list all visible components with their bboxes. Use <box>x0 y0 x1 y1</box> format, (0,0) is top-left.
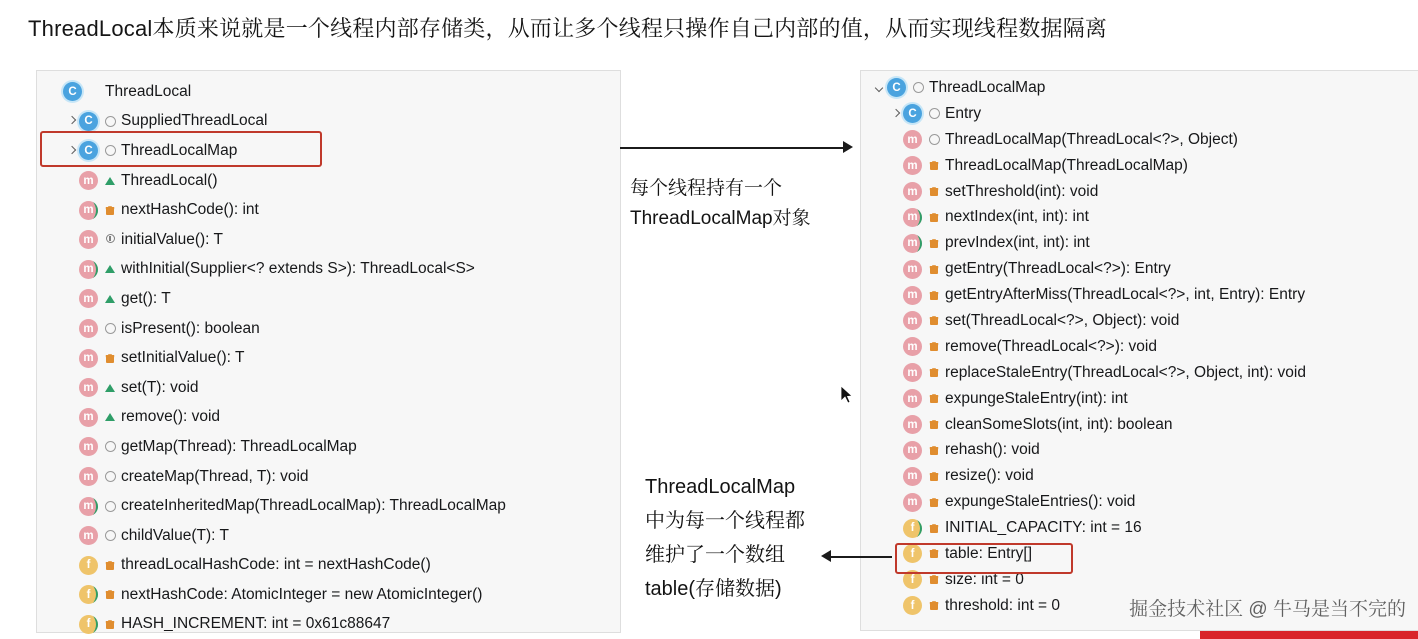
method-icon: m <box>79 319 98 338</box>
caption-top-line1: 每个线程持有一个 <box>630 178 783 199</box>
tree-indent-spacer <box>65 410 79 424</box>
method-icon: m <box>79 467 98 486</box>
tree-indent-spacer <box>65 470 79 484</box>
lock-icon <box>102 586 118 604</box>
public-visibility-icon <box>102 527 118 545</box>
package-visibility-icon <box>102 408 118 426</box>
tree-row[interactable] <box>37 343 620 373</box>
tree-row-label: isPresent(): boolean <box>121 319 260 337</box>
field-icon: f <box>79 585 98 604</box>
method-icon: m <box>903 311 922 330</box>
chevron-right-icon[interactable] <box>65 114 79 128</box>
public-visibility-icon <box>102 142 118 160</box>
tree-indent-spacer <box>889 392 903 406</box>
tree-row[interactable] <box>861 334 1418 360</box>
method-icon: m <box>903 337 922 356</box>
tree-indent-spacer <box>889 418 903 432</box>
tree-row-label: resize(): void <box>945 467 1034 485</box>
tree-row[interactable] <box>861 463 1418 489</box>
tree-row-label: rehash(): void <box>945 441 1040 459</box>
tree-indent-spacer <box>889 469 903 483</box>
tree-indent-spacer <box>65 174 79 188</box>
tree-row[interactable] <box>861 386 1418 412</box>
method-icon: m <box>903 415 922 434</box>
method-icon: m <box>79 230 98 249</box>
tree-indent-spacer <box>65 529 79 543</box>
field-icon: f <box>903 544 922 563</box>
tree-row-label: remove(ThreadLocal<?>): void <box>945 337 1157 355</box>
tree-indent-spacer <box>889 185 903 199</box>
tree-row[interactable] <box>861 308 1418 334</box>
tree-row-label: expungeStaleEntries(): void <box>945 493 1136 511</box>
tree-row-label: getMap(Thread): ThreadLocalMap <box>121 437 357 455</box>
tree-row-label: createMap(Thread, T): void <box>121 467 309 485</box>
tree-row[interactable] <box>861 515 1418 541</box>
tree-row[interactable] <box>861 256 1418 282</box>
tree-indent-spacer <box>889 340 903 354</box>
lock-icon <box>926 208 942 226</box>
method-icon: m <box>903 467 922 486</box>
tree-indent-spacer <box>889 366 903 380</box>
field-icon: f <box>903 596 922 615</box>
lock-icon <box>926 286 942 304</box>
tree-row[interactable] <box>37 462 620 492</box>
public-visibility-icon <box>910 79 926 97</box>
public-visibility-icon <box>926 105 942 123</box>
public-visibility-icon <box>102 438 118 456</box>
lock-icon <box>102 201 118 219</box>
method-icon: m <box>79 526 98 545</box>
arrow-bottom-head-icon <box>821 550 831 562</box>
method-icon: m <box>903 234 922 253</box>
method-icon: m <box>903 493 922 512</box>
lock-icon <box>926 597 942 615</box>
tree-row[interactable] <box>861 230 1418 256</box>
tree-indent-spacer <box>65 262 79 276</box>
lock-icon <box>102 556 118 574</box>
tree-row-label: Entry <box>945 104 982 122</box>
tree-row[interactable] <box>37 610 620 639</box>
tree-indent-spacer <box>889 573 903 587</box>
tree-row[interactable] <box>37 314 620 344</box>
class-icon: C <box>903 104 922 123</box>
package-visibility-icon <box>102 172 118 190</box>
tree-row[interactable] <box>861 75 1418 101</box>
tree-indent-spacer <box>889 236 903 250</box>
tree-indent-spacer <box>65 322 79 336</box>
lock-icon <box>926 234 942 252</box>
tree-row-label: nextHashCode(): int <box>121 201 259 219</box>
lock-icon <box>926 364 942 382</box>
field-icon: f <box>903 519 922 538</box>
tree-row-label: prevIndex(int, int): int <box>945 234 1090 252</box>
tree-row[interactable] <box>861 567 1418 593</box>
tree-row[interactable] <box>37 580 620 610</box>
lock-icon <box>102 615 118 633</box>
method-icon: m <box>903 130 922 149</box>
caption-bottom-line3: 维护了一个数组 <box>645 544 785 566</box>
tree-indent-spacer <box>65 440 79 454</box>
tree-row[interactable] <box>37 136 620 166</box>
tree-row-label: expungeStaleEntry(int): int <box>945 389 1128 407</box>
tree-indent-spacer <box>65 292 79 306</box>
tree-row-label: ThreadLocal <box>105 82 192 100</box>
tree-row-label: cleanSomeSlots(int, int): boolean <box>945 415 1173 433</box>
tree-row[interactable] <box>861 489 1418 515</box>
lock-icon <box>926 338 942 356</box>
tree-indent-spacer <box>889 443 903 457</box>
mouse-cursor-icon <box>840 385 854 405</box>
tree-row-label: initialValue(): T <box>121 230 223 248</box>
caption-bottom <box>645 470 805 606</box>
tree-row-label: createInheritedMap(ThreadLocalMap): ThreadLocalMap <box>121 497 506 515</box>
tree-row[interactable] <box>37 403 620 433</box>
method-icon: m <box>79 497 98 516</box>
method-icon: m <box>903 182 922 201</box>
tree-row[interactable] <box>37 166 620 196</box>
tree-row-label: SuppliedThreadLocal <box>121 112 268 130</box>
tree-indent-spacer <box>889 133 903 147</box>
tree-indent-spacer <box>65 588 79 602</box>
tree-row-label: setInitialValue(): T <box>121 349 245 367</box>
method-icon: m <box>79 289 98 308</box>
tree-row[interactable] <box>37 373 620 403</box>
method-icon: m <box>79 349 98 368</box>
tree-row[interactable] <box>37 432 620 462</box>
arrow-top-line <box>620 147 846 149</box>
class-icon: C <box>79 141 98 160</box>
tree-row[interactable] <box>37 77 620 107</box>
chevron-right-icon[interactable] <box>65 144 79 158</box>
tree-row[interactable] <box>37 521 620 551</box>
tree-indent-spacer <box>889 495 903 509</box>
tree-row-label: ThreadLocalMap <box>929 78 1046 96</box>
public-visibility-icon <box>102 468 118 486</box>
public-visibility-icon <box>926 131 942 149</box>
tree-row-label: withInitial(Supplier<? extends S>): ThreadLocal<S> <box>121 260 475 278</box>
arrow-bottom-line <box>830 556 892 558</box>
tree-indent-spacer <box>889 288 903 302</box>
method-icon: m <box>903 286 922 305</box>
arrow-top-head-icon <box>843 141 853 153</box>
lock-icon <box>926 312 942 330</box>
tree-row[interactable] <box>37 107 620 137</box>
tree-indent-spacer <box>65 499 79 513</box>
lock-icon <box>926 260 942 278</box>
watermark: 掘金技术社区 @ 牛马是当不完的 <box>1129 599 1406 620</box>
caption-bottom-line2: 中为每一个线程都 <box>645 510 805 532</box>
field-icon: f <box>903 570 922 589</box>
method-icon: m <box>79 260 98 279</box>
tree-row[interactable] <box>37 195 620 225</box>
tree-indent-spacer <box>65 351 79 365</box>
tree-indent-spacer <box>889 262 903 276</box>
tree-row-label: get(): T <box>121 289 171 307</box>
caption-bottom-line4: table(存储数据) <box>645 578 782 600</box>
lock-icon <box>926 183 942 201</box>
method-icon: m <box>79 201 98 220</box>
tree-row[interactable] <box>861 541 1418 567</box>
method-icon: m <box>79 171 98 190</box>
lock-icon <box>926 157 942 175</box>
right-structure-panel[interactable] <box>860 70 1418 631</box>
tree-row[interactable] <box>37 551 620 581</box>
tree-row[interactable] <box>861 204 1418 230</box>
tree-indent-spacer <box>49 85 63 99</box>
public-visibility-icon <box>102 112 118 130</box>
tree-row-label: ThreadLocalMap <box>121 141 238 159</box>
tree-row-label: nextHashCode: AtomicInteger = new AtomicInteger() <box>121 585 483 603</box>
method-icon: m <box>79 437 98 456</box>
lock-icon <box>926 467 942 485</box>
tree-row[interactable] <box>861 127 1418 153</box>
tree-indent-spacer <box>65 203 79 217</box>
tree-row[interactable] <box>37 225 620 255</box>
tree-row-label: nextIndex(int, int): int <box>945 208 1089 226</box>
tree-indent-spacer <box>889 547 903 561</box>
tree-indent-spacer <box>889 159 903 173</box>
caption-bottom-line1: ThreadLocalMap <box>645 476 796 498</box>
tree-row[interactable] <box>861 101 1418 127</box>
tree-row-label: set(ThreadLocal<?>, Object): void <box>945 311 1180 329</box>
class-icon: C <box>63 82 82 101</box>
caption-top-line2: ThreadLocalMap对象 <box>630 208 811 229</box>
tree-row-label: set(T): void <box>121 378 199 396</box>
method-icon: m <box>79 408 98 427</box>
tree-indent-spacer <box>65 558 79 572</box>
tree-row-label: HASH_INCREMENT: int = 0x61c88647 <box>121 615 391 633</box>
tree-indent-spacer <box>65 381 79 395</box>
protected-visibility-icon <box>102 231 118 249</box>
tree-indent-spacer <box>65 233 79 247</box>
tree-indent-spacer <box>889 210 903 224</box>
lock-icon <box>926 545 942 563</box>
lock-icon <box>926 493 942 511</box>
method-icon: m <box>903 441 922 460</box>
public-visibility-icon <box>102 497 118 515</box>
page-title: ThreadLocal本质来说就是一个线程内部存储类，从而让多个线程只操作自己内部的值，从而实现线程数据隔离 <box>28 16 1108 41</box>
no-visibility-icon <box>86 83 102 101</box>
tree-indent-spacer <box>889 314 903 328</box>
lock-icon <box>102 349 118 367</box>
tree-row[interactable] <box>37 284 620 314</box>
tree-row-label: ThreadLocal() <box>121 171 218 189</box>
chevron-right-icon[interactable] <box>889 107 903 121</box>
tree-row-label: childValue(T): T <box>121 526 229 544</box>
tree-row-label: table: Entry[] <box>945 544 1033 562</box>
class-icon: C <box>79 112 98 131</box>
tree-row-label: INITIAL_CAPACITY: int = 16 <box>945 519 1142 537</box>
tree-row-label: threadLocalHashCode: int = nextHashCode() <box>121 556 431 574</box>
tree-row-label: size: int = 0 <box>945 570 1024 588</box>
class-icon: C <box>887 78 906 97</box>
tree-row[interactable] <box>861 437 1418 463</box>
package-visibility-icon <box>102 260 118 278</box>
lock-icon <box>926 416 942 434</box>
method-icon: m <box>903 156 922 175</box>
tree-row-label: setThreshold(int): void <box>945 182 1099 200</box>
tree-row[interactable] <box>861 153 1418 179</box>
tree-indent-spacer <box>889 521 903 535</box>
chevron-down-icon[interactable] <box>873 81 887 95</box>
lock-icon <box>926 390 942 408</box>
tree-row-label: replaceStaleEntry(ThreadLocal<?>, Object, int): void <box>945 363 1306 381</box>
public-visibility-icon <box>102 320 118 338</box>
tree-row[interactable] <box>37 255 620 285</box>
lock-icon <box>926 441 942 459</box>
tree-row[interactable] <box>861 360 1418 386</box>
field-icon: f <box>79 615 98 634</box>
caption-top <box>630 174 811 234</box>
tree-indent-spacer <box>889 599 903 613</box>
tree-row[interactable] <box>861 282 1418 308</box>
method-icon: m <box>903 260 922 279</box>
package-visibility-icon <box>102 290 118 308</box>
tree-row-label: getEntryAfterMiss(ThreadLocal<?>, int, Entry): Entry <box>945 286 1306 304</box>
tree-row-label: ThreadLocalMap(ThreadLocalMap) <box>945 156 1188 174</box>
tree-row[interactable] <box>37 491 620 521</box>
field-icon: f <box>79 556 98 575</box>
tree-row[interactable] <box>861 412 1418 438</box>
bottom-accent-bar <box>1200 631 1418 639</box>
package-visibility-icon <box>102 379 118 397</box>
tree-row-label: getEntry(ThreadLocal<?>): Entry <box>945 260 1171 278</box>
lock-icon <box>926 519 942 537</box>
lock-icon <box>926 571 942 589</box>
tree-row-label: threshold: int = 0 <box>945 596 1061 614</box>
tree-indent-spacer <box>65 617 79 631</box>
method-icon: m <box>903 363 922 382</box>
tree-row-label: remove(): void <box>121 408 221 426</box>
tree-row-label: ThreadLocalMap(ThreadLocal<?>, Object) <box>945 130 1238 148</box>
tree-row[interactable] <box>861 179 1418 205</box>
method-icon: m <box>903 208 922 227</box>
left-structure-panel[interactable] <box>36 70 621 633</box>
method-icon: m <box>903 389 922 408</box>
method-icon: m <box>79 378 98 397</box>
